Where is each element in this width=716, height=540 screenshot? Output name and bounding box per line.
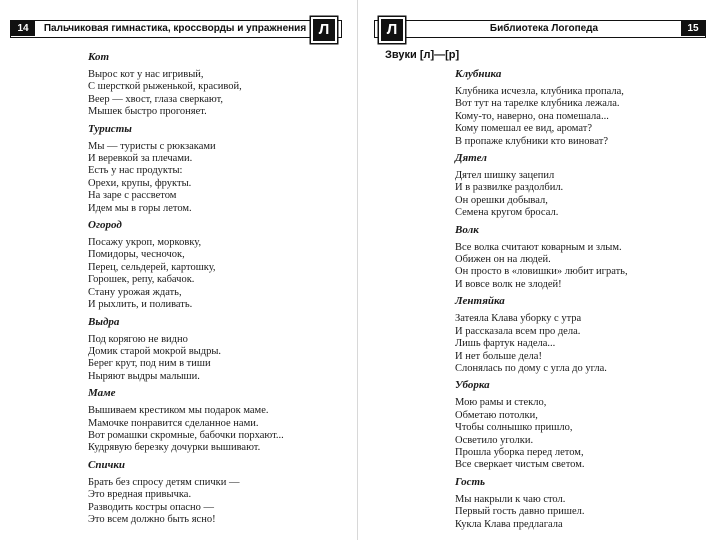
- poem-line: Идем мы в горы летом.: [88, 202, 192, 214]
- right-page-number: 15: [681, 21, 705, 36]
- poem-line: Семена кругом бросал.: [455, 207, 559, 219]
- poem-lines: [455, 242, 710, 292]
- poem-line: Стану урожая ждать,: [88, 286, 182, 298]
- poem-line: Разводить костры опасно —: [88, 501, 215, 513]
- poem: [88, 315, 350, 384]
- poem-line: Посажу укроп, морковку,: [88, 237, 202, 249]
- poem-line: Прошла уборка перед летом,: [455, 446, 584, 458]
- poem-line: И рыхлить, и поливать.: [88, 299, 193, 311]
- poem-line: Осветило уголки.: [455, 434, 534, 446]
- poem: [455, 294, 710, 375]
- left-header-title: Пальчиковая гимнастика, кроссворды и упражнения: [43, 23, 307, 34]
- poem: [455, 67, 710, 148]
- poem-line: Он просто в «ловишки» любит играть,: [455, 266, 628, 278]
- left-page-number: 14: [11, 21, 35, 36]
- poem: [455, 223, 710, 292]
- left-logo-badge: Л: [311, 17, 337, 43]
- poem-title: Маме: [88, 387, 116, 400]
- poem-line: Обижен он на людей.: [455, 254, 551, 266]
- book-gutter: [357, 0, 358, 540]
- poem-lines: [88, 141, 350, 215]
- poem-line: И в развилке раздолбил.: [455, 182, 564, 194]
- poem-line: И нет больше дела!: [455, 350, 542, 362]
- poem-line: Ныряют выдры малыши.: [88, 370, 200, 382]
- poem: [88, 50, 350, 119]
- poem-line: Вот тут на тарелке клубника лежала.: [455, 98, 620, 110]
- poem-lines: [455, 494, 710, 531]
- poem-title: Дятел: [455, 152, 487, 165]
- poem-line: Брать без спросу детям спички —: [88, 476, 240, 488]
- poem-line: И рассказала всем про дела.: [455, 325, 581, 337]
- right-header-title: Библиотека Логопеда: [489, 23, 599, 34]
- poem-line: И вовсе волк не злодей!: [455, 278, 562, 290]
- poem-line: Обметаю потолки,: [455, 409, 538, 421]
- poem-line: Домик старой мокрой выдры.: [88, 345, 222, 357]
- poem-lines: [88, 69, 350, 119]
- poem-title: Лентяйка: [455, 295, 505, 308]
- poem: [455, 151, 710, 220]
- poem-title: Огород: [88, 219, 122, 232]
- poem-line: В пропаже клубники кто виноват?: [455, 135, 608, 147]
- poem-lines: [455, 170, 710, 220]
- poem-line: Вышиваем крестиком мы подарок маме.: [88, 405, 269, 417]
- poem-title: Уборка: [455, 379, 490, 392]
- poem-line: И веревкой за плечами.: [88, 153, 193, 165]
- poem-line: Кому помешал ее вид, аромат?: [455, 123, 593, 135]
- poem-line: Мы — туристы с рюкзаками: [88, 140, 216, 152]
- poem-line: Все волка считают коварным и злым.: [455, 241, 622, 253]
- poem-title: Гость: [455, 475, 486, 488]
- poem-line: Мышек быстро прогоняет.: [88, 106, 207, 118]
- right-page: [360, 0, 716, 540]
- poem-line: Мы накрыли к чаю стол.: [455, 493, 566, 505]
- poem-line: С шерсткой рыженькой, красивой,: [88, 81, 242, 93]
- poem-line: Вот ромашки скромные, бабочки порхают...: [88, 429, 284, 441]
- left-page-header: [10, 20, 342, 38]
- poem-title: Кот: [88, 51, 110, 63]
- poem-line: Слонялась по дому с угла до угла.: [455, 362, 607, 374]
- poem-line: Мою рамы и стекло,: [455, 397, 547, 409]
- poem-line: Кому-то, наверно, она помешала...: [455, 110, 609, 122]
- poem-line: Веер — хвост, глаза сверкают,: [88, 93, 223, 105]
- poem-title: Клубника: [455, 68, 502, 80]
- poem-lines: [455, 313, 710, 375]
- poem-lines: [455, 397, 710, 471]
- poem-title: Волк: [455, 223, 479, 236]
- poem-line: На заре с рассветом: [88, 190, 177, 202]
- poem-line: Мамочке понравится сделанное нами.: [88, 417, 259, 429]
- poem-line: Чтобы солнышко пришло,: [455, 422, 573, 434]
- poem: [455, 475, 710, 531]
- poem: [88, 386, 350, 455]
- poem-line: Кукла Клава предлагала: [455, 518, 563, 530]
- poem: [455, 378, 710, 471]
- poem-line: Первый гость давно пришел.: [455, 506, 585, 518]
- poem-lines: [88, 405, 350, 455]
- section-title: Звуки [л]—[р]: [385, 49, 460, 61]
- poem-line: Все сверкает чистым светом.: [455, 459, 585, 471]
- poem-line: Перец, сельдерей, картошку,: [88, 261, 216, 273]
- poem-lines: [88, 477, 350, 527]
- poem-title: Туристы: [88, 122, 132, 135]
- poem-line: Затеяла Клава уборку с утра: [455, 313, 582, 325]
- poem-line: Он орешки добывал,: [455, 194, 548, 206]
- poem-line: Лишь фартук надела...: [455, 338, 556, 350]
- poem-line: Это вредная привычка.: [88, 489, 192, 501]
- left-poem-column: [88, 50, 350, 529]
- right-logo-badge: Л: [379, 17, 405, 43]
- poem-line: Дятел шишку зацепил: [455, 170, 555, 182]
- poem: [88, 122, 350, 215]
- poem-line: Клубника исчезла, клубника пропала,: [455, 86, 624, 97]
- poem-line: Под корягою не видно: [88, 333, 188, 345]
- poem-line: Берег крут, под ним в тиши: [88, 358, 211, 370]
- poem-title: Спички: [88, 458, 126, 471]
- poem-lines: [88, 334, 350, 384]
- poem-line: Вырос кот у нас игривый,: [88, 69, 204, 80]
- poem-line: Орехи, крупы, фрукты.: [88, 177, 192, 189]
- poem-title: Выдра: [88, 315, 120, 328]
- poem-line: Это всем должно быть ясно!: [88, 513, 216, 525]
- poem-lines: [88, 237, 350, 311]
- poem-line: Есть у нас продукты:: [88, 165, 183, 177]
- left-page: [0, 0, 356, 540]
- poem-lines: [455, 86, 710, 148]
- right-poem-column: [385, 49, 710, 534]
- poem: [88, 458, 350, 527]
- poem-line: Помидоры, чесночок,: [88, 249, 185, 261]
- right-page-header: [374, 20, 706, 38]
- poem-line: Кудрявую березку дочурки вышивают.: [88, 442, 261, 454]
- poem-line: Горошек, репу, кабачок.: [88, 274, 195, 286]
- poem: [88, 218, 350, 311]
